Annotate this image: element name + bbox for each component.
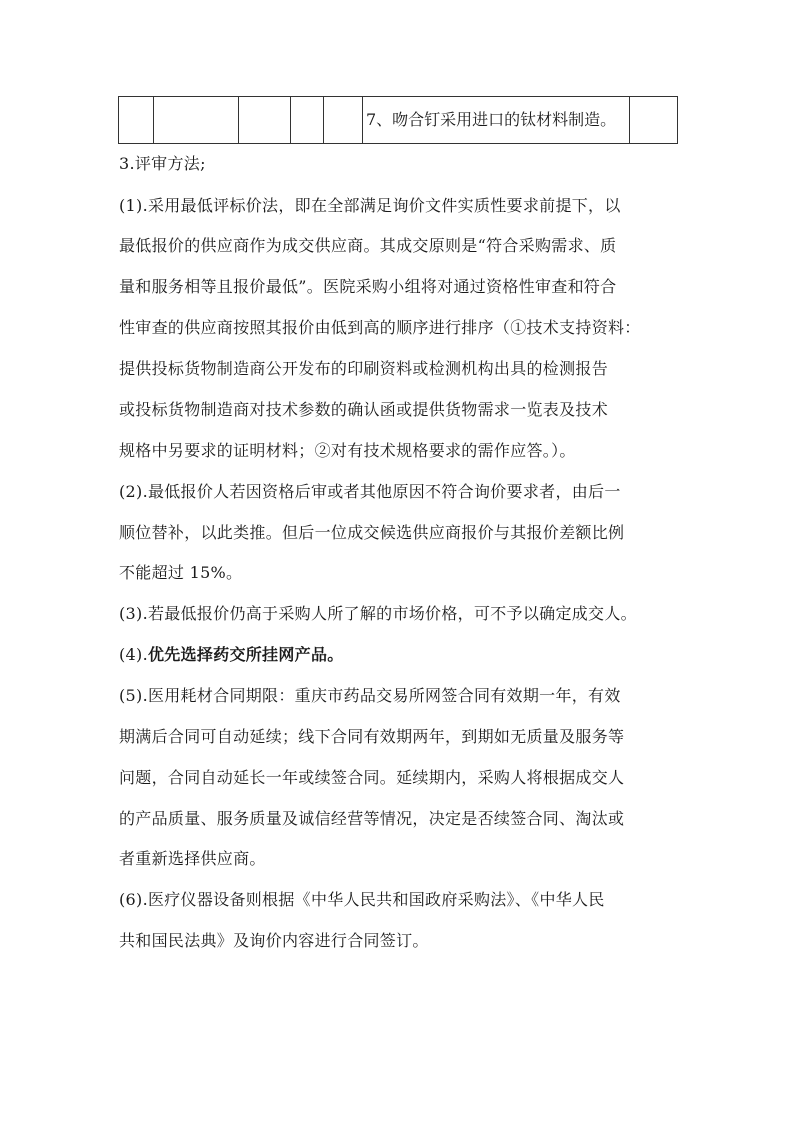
paragraph-2-line-2: 顺位替补，以此类推。但后一位成交候选供应商报价与其报价差额比例 <box>119 523 625 542</box>
paragraph-1-line-1: (1).采用最低评标价法，即在全部满足询价文件实质性要求前提下，以 <box>119 196 621 215</box>
paragraph-5-line-3: 问题，合同自动延长一年或续签合同。延续期内，采购人将根据成交人 <box>119 768 625 787</box>
paragraph-1-line-4: 性审查的供应商按照其报价由低到高的顺序进行排序（①技术支持资料： <box>119 318 641 337</box>
table-cell <box>239 97 291 144</box>
paragraph-6-line-2: 共和国民法典》及询价内容进行合同签订。 <box>119 931 429 950</box>
table-cell <box>119 97 154 144</box>
paragraph-3-line-1: (3).若最低报价仍高于采购人所了解的市场价格，可不予以确定成交人。 <box>119 604 637 623</box>
paragraph-4-bold-text: 优先选择药交所挂网产品。 <box>147 645 344 664</box>
paragraph-2-line-3: 不能超过 15%。 <box>119 563 243 582</box>
table-cell <box>630 97 678 144</box>
paragraph-4-prefix: (4). <box>119 645 148 664</box>
paragraph-2-line-1: (2).最低报价人若因资格后审或者其他原因不符合询价要求者，由后一 <box>119 482 621 501</box>
paragraph-5-line-5: 者重新选择供应商。 <box>119 849 266 868</box>
paragraph-6-line-1: (6).医疗仪器设备则根据《中华人民共和国政府采购法》、《中华人民 <box>119 890 605 909</box>
paragraph-1-line-2: 最低报价的供应商作为成交供应商。其成交原则是“符合采购需求、质 <box>119 236 617 255</box>
table-cell-requirement: 7、吻合钉采用进口的钛材料制造。 <box>363 97 630 144</box>
section-heading: 3.评审方法; <box>119 154 206 173</box>
paragraph-1-line-5: 提供投标货物制造商公开发布的印刷资料或检测机构出具的检测报告 <box>119 359 609 378</box>
table-cell <box>154 97 239 144</box>
spec-table-fragment <box>118 96 678 144</box>
paragraph-5-line-4: 的产品质量、服务质量及诚信经营等情况，决定是否续签合同、淘汰或 <box>119 809 625 828</box>
table-row <box>119 97 678 144</box>
paragraph-1-line-6: 或投标货物制造商对技术参数的确认函或提供货物需求一览表及技术 <box>119 400 609 419</box>
table-cell <box>291 97 324 144</box>
table-cell <box>324 97 363 144</box>
paragraph-4 <box>119 645 344 665</box>
paragraph-1-line-7: 规格中另要求的证明材料；②对有技术规格要求的需作应答。）。 <box>119 441 576 460</box>
paragraph-5-line-2: 期满后合同可自动延续；线下合同有效期两年，到期如无质量及服务等 <box>119 727 625 746</box>
paragraph-5-line-1: (5).医用耗材合同期限：重庆市药品交易所网签合同有效期一年，有效 <box>119 686 621 705</box>
paragraph-1-line-3: 量和服务相等且报价最低”。医院采购小组将对通过资格性审查和符合 <box>119 277 617 296</box>
